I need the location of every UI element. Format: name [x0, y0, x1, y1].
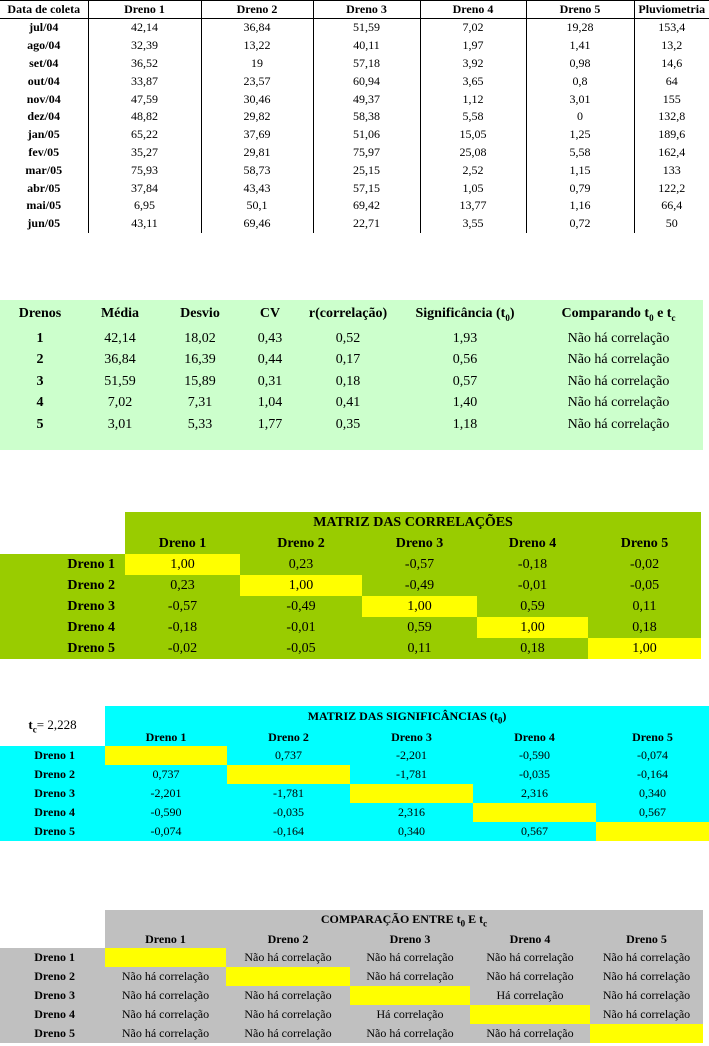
- header-cell: Dreno 3: [350, 930, 470, 948]
- matrix-cell: -0,18: [477, 554, 588, 575]
- header-cell: r(correlação): [308, 306, 388, 321]
- table-cell: 58,73: [201, 161, 313, 179]
- matrix-cell: -0,05: [588, 575, 701, 596]
- table-row: [0, 393, 703, 415]
- table-row: [0, 90, 709, 108]
- table-row: [0, 19, 709, 37]
- matrix-cell: 0,340: [350, 822, 473, 841]
- matrix-title: MATRIZ DAS SIGNIFICÂNCIAS $(t_0)$: [105, 706, 709, 728]
- header-cell: Significância $(t_0)$: [415, 305, 515, 323]
- matrix-cell: -0,590: [105, 803, 227, 822]
- table-cell: 48,82: [88, 108, 201, 126]
- table-cell: 132,8: [634, 108, 709, 126]
- matrix-row: [0, 617, 701, 638]
- row-label: Dreno 2: [0, 765, 105, 784]
- table-cell: 1,93: [452, 330, 478, 346]
- matrix-cell: -0,02: [588, 554, 701, 575]
- matrix-row: [0, 638, 701, 659]
- matrix-cell: 0,59: [477, 596, 588, 617]
- matrix-cell: -2,201: [105, 784, 227, 803]
- row-label: Dreno 2: [0, 575, 125, 596]
- table-cell: out/04: [27, 73, 60, 88]
- table-cell: 3,92: [420, 55, 526, 73]
- table-row: [0, 108, 709, 126]
- header-cell: Dreno 2: [227, 728, 350, 746]
- table-cell: 58,38: [313, 108, 420, 126]
- table-cell: 42,14: [104, 330, 136, 346]
- header-cell: Dreno 3: [350, 728, 473, 746]
- table-cell: 43,11: [88, 215, 201, 233]
- header-cell: Dreno 5: [588, 534, 701, 554]
- matrix-cell: 0,23: [125, 575, 240, 596]
- table-cell: 3,65: [420, 72, 526, 90]
- diagonal-cell: [590, 1024, 703, 1043]
- matrix-row: [0, 575, 701, 596]
- table-cell: 189,6: [634, 126, 709, 144]
- diagonal-cell: [105, 948, 226, 967]
- matrix-cell: Não há correlação: [350, 948, 470, 967]
- header-cell: Dreno 4: [420, 1, 526, 19]
- header-cell: Dreno 5: [526, 1, 634, 19]
- matrix-row: [0, 784, 709, 803]
- table-cell: nov/04: [26, 91, 61, 106]
- table-cell: 7,31: [187, 395, 213, 411]
- matrix-cell: Não há correlação: [590, 1005, 703, 1024]
- table-cell: jun/05: [27, 216, 61, 231]
- table-cell: Não há correlação: [567, 416, 670, 432]
- table-row: [0, 179, 709, 197]
- header-cell: Dreno 4: [477, 534, 588, 554]
- table-cell: 1,16: [526, 197, 634, 215]
- matrix-cell: -0,074: [596, 746, 709, 765]
- matrix-cell: Não há correlação: [590, 948, 703, 967]
- table-cell: 23,57: [201, 72, 313, 90]
- row-label: Dreno 1: [0, 554, 125, 575]
- matrix-cell: 0,11: [362, 638, 477, 659]
- header-cell: Dreno 2: [201, 1, 313, 19]
- row-label: Dreno 4: [0, 1005, 105, 1024]
- table-cell: 51,59: [313, 19, 420, 37]
- table-cell: 42,14: [88, 19, 201, 37]
- table-cell: 0,44: [257, 352, 283, 368]
- header-cell: Dreno 4: [473, 728, 596, 746]
- table-cell: 69,46: [201, 215, 313, 233]
- table-row: [0, 328, 703, 350]
- table-cell: 0,17: [335, 352, 361, 368]
- header-cell: Dreno 2: [226, 930, 350, 948]
- matrix-title: COMPARAÇÃO ENTRE $t_0$ E $t_c$: [105, 910, 703, 930]
- matrix-cell: -0,01: [477, 575, 588, 596]
- diagonal-cell: 1,00: [240, 575, 362, 596]
- row-label: Dreno 4: [0, 803, 105, 822]
- table-cell: 25,08: [420, 144, 526, 162]
- table-cell: Não há correlação: [567, 330, 670, 346]
- matrix-cell: 0,59: [362, 617, 477, 638]
- header-cell: Dreno 1: [105, 728, 227, 746]
- diagonal-cell: 1,00: [362, 596, 477, 617]
- row-label: Dreno 3: [0, 784, 105, 803]
- table-cell: 0,57: [452, 373, 478, 389]
- table-cell: 33,87: [88, 72, 201, 90]
- row-label: Dreno 4: [0, 617, 125, 638]
- cmp-header-row: [0, 930, 703, 948]
- header-cell: CV: [259, 306, 281, 321]
- matrix-row: [0, 986, 703, 1005]
- table-cell: 1,97: [420, 37, 526, 55]
- table-cell: 0,79: [526, 179, 634, 197]
- matrix-cell: 0,567: [596, 803, 709, 822]
- matrix-cell: -0,57: [125, 596, 240, 617]
- table-cell: 13,22: [201, 37, 313, 55]
- table-cell: 47,59: [88, 90, 201, 108]
- table-cell: 0,56: [452, 352, 478, 368]
- matrix-cell: -0,49: [362, 575, 477, 596]
- row-label: Dreno 3: [0, 596, 125, 617]
- table-cell: set/04: [29, 55, 59, 70]
- table-cell: 69,42: [313, 197, 420, 215]
- table-cell: 16,39: [184, 352, 216, 368]
- table-cell: 37,84: [88, 179, 201, 197]
- table-row: [0, 72, 709, 90]
- matrix-cell: Não há correlação: [226, 948, 350, 967]
- table-cell: 1,40: [452, 395, 478, 411]
- matrix-cell: 0,18: [588, 617, 701, 638]
- matrix-cell: -0,164: [596, 765, 709, 784]
- table-cell: 153,4: [634, 19, 709, 37]
- table-row: [0, 215, 709, 233]
- matrix-cell: -0,590: [473, 746, 596, 765]
- diagonal-cell: [105, 746, 227, 765]
- matrix-cell: -2,201: [350, 746, 473, 765]
- matrix-cell: Não há correlação: [470, 967, 590, 986]
- table-cell: 155: [634, 90, 709, 108]
- matrix-cell: Não há correlação: [105, 1005, 226, 1024]
- table-cell: 3,55: [420, 215, 526, 233]
- table-cell: 50,1: [201, 197, 313, 215]
- table-cell: 51,06: [313, 126, 420, 144]
- table-cell: 122,2: [634, 179, 709, 197]
- table-cell: 50: [634, 215, 709, 233]
- table-cell: 0,52: [335, 330, 361, 346]
- matrix-title: MATRIZ DAS CORRELAÇÕES: [125, 512, 701, 534]
- table-cell: mar/05: [25, 162, 63, 177]
- table-cell: abr/05: [27, 180, 61, 195]
- table-cell: 0,72: [526, 215, 634, 233]
- header-cell: Dreno 3: [313, 1, 420, 19]
- diagonal-cell: 1,00: [477, 617, 588, 638]
- table-cell: 1,77: [257, 416, 283, 432]
- header-cell: Dreno 3: [362, 534, 477, 554]
- table-cell: 18,02: [184, 330, 216, 346]
- table-cell: 4: [36, 395, 44, 411]
- correlation-matrix: [0, 512, 701, 659]
- matrix-row: [0, 967, 703, 986]
- tc-critical-value: $t_c= 2,228$: [0, 706, 105, 746]
- table-cell: Não há correlação: [567, 373, 670, 389]
- sig-header-row: [0, 728, 709, 746]
- matrix-cell: -0,01: [240, 617, 362, 638]
- table-cell: 5,58: [420, 108, 526, 126]
- table-cell: 64: [634, 72, 709, 90]
- matrix-row: [0, 765, 709, 784]
- matrix-row: [0, 746, 709, 765]
- table-cell: 32,39: [88, 37, 201, 55]
- monthly-header-row: [0, 1, 709, 19]
- matrix-cell: -0,02: [125, 638, 240, 659]
- matrix-cell: -0,49: [240, 596, 362, 617]
- diagonal-cell: [350, 784, 473, 803]
- table-cell: 66,4: [634, 197, 709, 215]
- matrix-cell: -1,781: [350, 765, 473, 784]
- table-cell: 1,04: [257, 395, 283, 411]
- table-cell: 75,93: [88, 161, 201, 179]
- table-cell: ago/04: [27, 38, 61, 53]
- row-label: Dreno 5: [0, 822, 105, 841]
- header-cell: Comparando $t_0$ e $t_c$: [561, 305, 676, 323]
- row-label: Dreno 3: [0, 986, 105, 1005]
- matrix-cell: 0,567: [473, 822, 596, 841]
- header-cell: Desvio: [180, 306, 220, 321]
- table-cell: 1,18: [452, 416, 478, 432]
- table-cell: 65,22: [88, 126, 201, 144]
- table-cell: jul/04: [29, 20, 59, 35]
- table-cell: 1,41: [526, 37, 634, 55]
- table-cell: 57,15: [313, 179, 420, 197]
- matrix-cell: 0,340: [596, 784, 709, 803]
- matrix-cell: Há correlação: [350, 1005, 470, 1024]
- header-cell: Média: [100, 306, 140, 321]
- table-cell: 51,59: [104, 373, 136, 389]
- matrix-cell: -0,57: [362, 554, 477, 575]
- table-cell: 162,4: [634, 144, 709, 162]
- table-cell: 5,33: [187, 416, 213, 432]
- diagonal-cell: [596, 822, 709, 841]
- table-cell: 29,81: [201, 144, 313, 162]
- table-cell: 0,35: [335, 416, 361, 432]
- table-cell: 13,2: [634, 37, 709, 55]
- matrix-cell: Não há correlação: [350, 967, 470, 986]
- table-cell: 43,43: [201, 179, 313, 197]
- matrix-cell: 0,18: [477, 638, 588, 659]
- table-cell: 15,05: [420, 126, 526, 144]
- table-cell: Não há correlação: [567, 352, 670, 368]
- table-row: [0, 144, 709, 162]
- matrix-cell: Não há correlação: [350, 1024, 470, 1043]
- monthly-data-table: [0, 0, 709, 233]
- table-row: [0, 414, 703, 436]
- diagonal-cell: [350, 986, 470, 1005]
- matrix-row: [0, 596, 701, 617]
- table-cell: Não há correlação: [567, 395, 670, 411]
- matrix-row: [0, 1024, 703, 1043]
- matrix-cell: Não há correlação: [226, 1005, 350, 1024]
- matrix-cell: Não há correlação: [470, 1024, 590, 1043]
- table-cell: mai/05: [26, 198, 62, 213]
- matrix-cell: 0,737: [227, 746, 350, 765]
- diagonal-cell: [470, 1005, 590, 1024]
- table-cell: 7,02: [420, 19, 526, 37]
- matrix-cell: 0,11: [588, 596, 701, 617]
- matrix-cell: Não há correlação: [105, 967, 226, 986]
- row-label: Dreno 1: [0, 746, 105, 765]
- table-cell: 36,52: [88, 55, 201, 73]
- table-cell: 36,84: [201, 19, 313, 37]
- table-cell: 14,6: [634, 55, 709, 73]
- table-cell: 3,01: [107, 416, 133, 432]
- table-cell: 1,12: [420, 90, 526, 108]
- table-row: [0, 37, 709, 55]
- table-cell: 25,15: [313, 161, 420, 179]
- matrix-cell: 0,737: [105, 765, 227, 784]
- table-cell: 36,84: [104, 352, 136, 368]
- matrix-row: [0, 554, 701, 575]
- table-row: [0, 55, 709, 73]
- matrix-row: [0, 948, 703, 967]
- diagonal-cell: [227, 765, 350, 784]
- matrix-cell: Há correlação: [470, 986, 590, 1005]
- row-label: Dreno 5: [0, 1024, 105, 1043]
- table-cell: 40,11: [313, 37, 420, 55]
- table-cell: 2: [36, 352, 44, 368]
- header-cell: Dreno 2: [240, 534, 362, 554]
- diagonal-cell: 1,00: [588, 638, 701, 659]
- table-cell: 1,25: [526, 126, 634, 144]
- table-cell: 19,28: [526, 19, 634, 37]
- table-cell: 6,95: [88, 197, 201, 215]
- matrix-cell: Não há correlação: [105, 1024, 226, 1043]
- table-cell: fev/05: [28, 144, 60, 159]
- matrix-cell: -0,164: [227, 822, 350, 841]
- table-row: [0, 197, 709, 215]
- table-row: [0, 126, 709, 144]
- diagonal-cell: [473, 803, 596, 822]
- matrix-cell: Não há correlação: [590, 967, 703, 986]
- matrix-cell: 2,316: [350, 803, 473, 822]
- corr-header-row: [0, 534, 701, 554]
- diagonal-cell: [226, 967, 350, 986]
- diagonal-cell: 1,00: [125, 554, 240, 575]
- matrix-cell: Não há correlação: [226, 1024, 350, 1043]
- table-cell: 5,58: [526, 144, 634, 162]
- table-cell: 13,77: [420, 197, 526, 215]
- table-cell: 3: [36, 373, 44, 389]
- table-cell: 37,69: [201, 126, 313, 144]
- table-cell: 22,71: [313, 215, 420, 233]
- table-row: [0, 161, 709, 179]
- matrix-cell: -0,05: [240, 638, 362, 659]
- matrix-cell: -0,18: [125, 617, 240, 638]
- header-cell: Dreno 1: [88, 1, 201, 19]
- table-cell: 1: [36, 330, 44, 346]
- table-cell: 35,27: [88, 144, 201, 162]
- table-cell: 1,05: [420, 179, 526, 197]
- table-cell: 0: [526, 108, 634, 126]
- statistics-panel: [0, 300, 703, 450]
- table-cell: 1,15: [526, 161, 634, 179]
- header-cell: Drenos: [18, 306, 62, 321]
- table-cell: 49,37: [313, 90, 420, 108]
- matrix-cell: Não há correlação: [105, 986, 226, 1005]
- header-cell: Dreno 5: [590, 930, 703, 948]
- matrix-cell: -1,781: [227, 784, 350, 803]
- table-cell: 0,18: [335, 373, 361, 389]
- matrix-cell: Não há correlação: [590, 986, 703, 1005]
- table-row: [0, 350, 703, 372]
- stats-header-row: [0, 300, 703, 328]
- table-cell: 29,82: [201, 108, 313, 126]
- header-cell: Dreno 1: [105, 930, 226, 948]
- significance-matrix: [0, 706, 709, 841]
- header-cell: Dreno 1: [125, 534, 240, 554]
- matrix-row: [0, 803, 709, 822]
- matrix-cell: 0,23: [240, 554, 362, 575]
- table-cell: 0,8: [526, 72, 634, 90]
- table-cell: 0,41: [335, 395, 361, 411]
- comparison-matrix: [0, 910, 703, 1043]
- table-cell: 19: [201, 55, 313, 73]
- table-cell: 30,46: [201, 90, 313, 108]
- matrix-cell: -0,074: [105, 822, 227, 841]
- table-cell: 0,31: [257, 373, 283, 389]
- matrix-row: [0, 822, 709, 841]
- matrix-cell: 2,316: [473, 784, 596, 803]
- table-cell: 3,01: [526, 90, 634, 108]
- row-label: Dreno 5: [0, 638, 125, 659]
- row-label: Dreno 1: [0, 948, 105, 967]
- header-cell: Pluviometria: [634, 1, 709, 19]
- matrix-row: [0, 1005, 703, 1024]
- table-cell: 0,98: [526, 55, 634, 73]
- table-cell: jan/05: [27, 127, 60, 142]
- table-cell: 2,52: [420, 161, 526, 179]
- table-cell: 133: [634, 161, 709, 179]
- matrix-cell: -0,035: [473, 765, 596, 784]
- matrix-cell: Não há correlação: [226, 986, 350, 1005]
- table-row: [0, 371, 703, 393]
- table-cell: 75,97: [313, 144, 420, 162]
- matrix-cell: -0,035: [227, 803, 350, 822]
- table-cell: 0,43: [257, 330, 283, 346]
- header-cell: Data de coleta: [0, 1, 88, 19]
- header-cell: Dreno 5: [596, 728, 709, 746]
- table-cell: 15,89: [184, 373, 216, 389]
- table-cell: 60,94: [313, 72, 420, 90]
- table-cell: dez/04: [27, 109, 61, 124]
- table-cell: 57,18: [313, 55, 420, 73]
- matrix-cell: Não há correlação: [470, 948, 590, 967]
- row-label: Dreno 2: [0, 967, 105, 986]
- header-cell: Dreno 4: [470, 930, 590, 948]
- table-cell: 7,02: [107, 395, 133, 411]
- table-cell: 5: [36, 416, 44, 432]
